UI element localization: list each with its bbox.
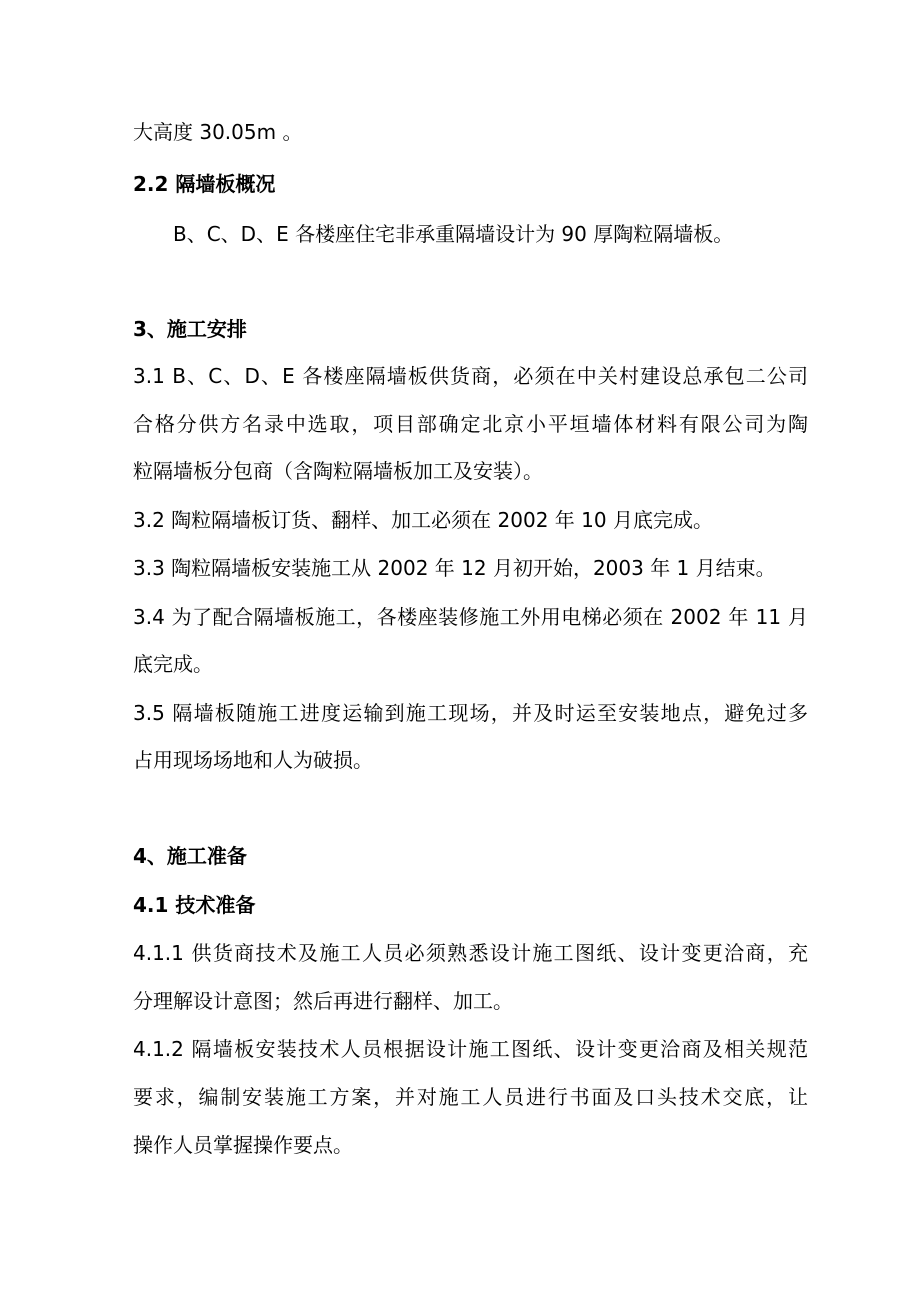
item-4-1-2-line-1: 4.1.2 隔墙板安装技术人员根据设计施工图纸、设计变更洽商及相关规范	[133, 1037, 808, 1061]
item-3-4-line-2: 底完成。	[133, 652, 213, 676]
paragraph-2-2: B、C、D、E 各楼座住宅非承重隔墙设计为 90 厚陶粒隔墙板。	[173, 222, 734, 246]
item-4-1-2-line-3: 操作人员掌握操作要点。	[133, 1133, 353, 1157]
item-3-4-line-1: 3.4 为了配合隔墙板施工，各楼座装修施工外用电梯必须在 2002 年 11 月	[133, 605, 808, 629]
item-4-1-1-line-2: 分理解设计意图；然后再进行翻样、加工。	[133, 989, 513, 1013]
item-3-1-line-3: 粒隔墙板分包商（含陶粒隔墙板加工及安装）。	[133, 459, 543, 483]
item-4-1-2-line-2: 要求，编制安装施工方案，并对施工人员进行书面及口头技术交底，让	[133, 1085, 808, 1109]
item-3-2: 3.2 陶粒隔墙板订货、翻样、加工必须在 2002 年 10 月底完成。	[133, 508, 713, 532]
section-heading-4-1: 4.1 技术准备	[133, 893, 256, 917]
section-heading-2-2: 2.2 隔墙板概况	[133, 172, 276, 196]
section-heading-4: 4、施工准备	[133, 844, 247, 868]
item-3-5-line-2: 占用现场场地和人为破损。	[133, 748, 373, 772]
item-3-1-line-2: 合格分供方名录中选取，项目部确定北京小平垣墙体材料有限公司为陶	[133, 412, 808, 436]
item-3-5-line-1: 3.5 隔墙板随施工进度运输到施工现场，并及时运至安装地点，避免过多	[133, 701, 808, 725]
item-3-1-line-1: 3.1 B、C、D、E 各楼座隔墙板供货商，必须在中关村建设总承包二公司	[133, 364, 808, 388]
item-4-1-1-line-1: 4.1.1 供货商技术及施工人员必须熟悉设计施工图纸、设计变更洽商，充	[133, 941, 808, 965]
text-line: 大高度 30.05m 。	[133, 120, 303, 144]
item-3-3: 3.3 陶粒隔墙板安装施工从 2002 年 12 月初开始，2003 年 1 月结束。	[133, 556, 776, 580]
section-heading-3: 3、施工安排	[133, 317, 247, 341]
